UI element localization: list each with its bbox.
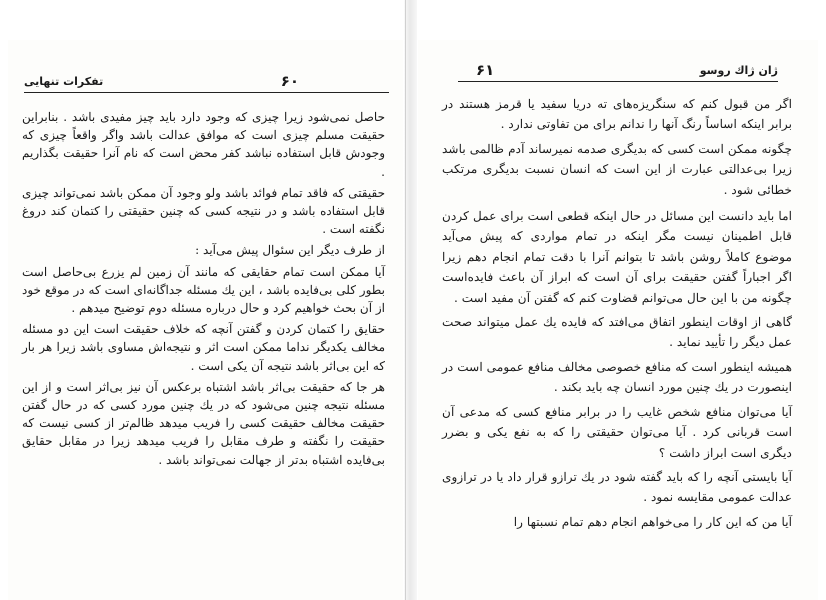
- right-page: [418, 40, 818, 600]
- left-page: [8, 40, 403, 600]
- left-paragraph-3: از طرف دیگر این سئوال پیش می‌آید :: [195, 243, 385, 258]
- left-paragraph-1: حاصل نمی‌شود زیرا چیزی که وجود دارد باید چیز مفیدی باشد . بنابراین حقیقت مسلم چیزی است که موافق عدالت باشد واگر واقعاً چیزی که وجودش قابل استفاده نباشد کفر محض است که نام آنرا حقیقت بگذاریم .: [22, 110, 385, 179]
- right-page-number: ۶۱: [476, 61, 495, 79]
- left-paragraph-4: آیا ممکن است تمام حقایقی که مانند آن زمین لم یزرع بی‌حاصل است بطور کلی بی‌فایده باشد ، این یك مسئله جداگانه‌ای است که در موقع خود از آن بحث خواهیم کرد و حال درباره مسئله دوم توضیح میدهم .: [22, 264, 385, 316]
- right-page-header: [458, 61, 778, 82]
- left-running-title: تفکرات تنهایی: [24, 75, 104, 88]
- left-page-number: ۶۰: [280, 72, 299, 90]
- right-paragraph-3: اما باید دانست این مسائل در حال اینکه قطعی است برای عمل کردن قابل اطمینان نیست مگر اینکه در تمام مواردی که پیش می‌آید موضوع کاملاً روشن باشد تا بتوانم آنرا با دقت تمام انجام دهم زیرا اگر اجباراً گفتن حقیقت برای آن است که ابراز آن باعث فایده‌است چگونه من با این حال می‌توانم قضاوت کنم که گفتن آن مفید است .: [442, 209, 792, 305]
- right-page-body: [442, 94, 792, 536]
- right-paragraph-8: آیا من که این کار را می‌خواهم انجام دهم تمام نسبتها را: [513, 514, 792, 529]
- left-page-body: [22, 108, 385, 472]
- right-paragraph-1: اگر من قبول کنم که سنگریزه‌های ته دریا سفید یا قرمز هستند در برابر اینکه اساساً رنگ آنها را ندانم برای من تفاوتی ندارد .: [442, 97, 792, 132]
- right-paragraph-6: آیا می‌توان منافع شخص غایب را در برابر منافع کسی که مدعی آن است قربانی کرد . آیا می‌توان حقیقتی را که به نفع یکی و بضرر دیگری است ابراز داشت ؟: [442, 404, 792, 460]
- gutter-divider: [405, 0, 406, 600]
- right-paragraph-7: آیا بایستی آنچه را که باید گفته شود در یك ترازو قرار داد یا در ترازوی عدالت عمومی مقایسه نمود .: [442, 469, 792, 505]
- left-paragraph-6: هر جا که حقیقت بی‌اثر باشد اشتباه برعکس آن نیز بی‌اثر است و از این مسئله نتیجه چنین می‌شود که در یك چنین مورد کسی که در حال گفتن حقیقت مخالف حقیقت کسی را فریب میدهد ظالم‌تر از کسی نیست که حقیقت را نگفته و طرف مقابل را فریب میدهد زیرا در مقابل حقایق بی‌فایده اشتباه بدتر از جهالت نمی‌تواند باشد .: [22, 379, 385, 467]
- right-paragraph-4: گاهی از اوقات اینطور اتفاق می‌افتد که فایده یك عمل میتواند صحت عمل دیگر را تأیید نماید .: [442, 315, 792, 350]
- left-paragraph-2: حقیقتی که فاقد تمام فوائد باشد ولو وجود آن ممکن باشد نمی‌تواند چیزی قابل استفاده باشد و در نتیجه کسی که چنین حقیقتی را کتمان کند دروغ نگفته است .: [22, 185, 385, 237]
- left-page-header: [24, 72, 389, 93]
- right-paragraph-2: چگونه ممکن است کسی که بدیگری صدمه نمیرساند آدم ظالمی باشد زیرا بی‌عدالتی عبارت از این است که انسان نسبت بدیگری مرتکب خطائی شود .: [442, 141, 792, 197]
- right-running-title: ژان ژاك روسو: [699, 64, 778, 77]
- right-paragraph-5: همیشه اینطور است که منافع خصوصی مخالف منافع عمومی است در اینصورت در یك چنین مورد انسان چه باید بکند .: [442, 359, 792, 395]
- left-paragraph-5: حقایق را کتمان کردن و گفتن آنچه که خلاف حقیقت است این دو مسئله مخالف یکدیگر نداما ممکن است اثر و نتیجه‌اش مساوی باشد زیرا هر بار که این بی‌اثر باشد نتیجه آن یکی است .: [22, 322, 385, 373]
